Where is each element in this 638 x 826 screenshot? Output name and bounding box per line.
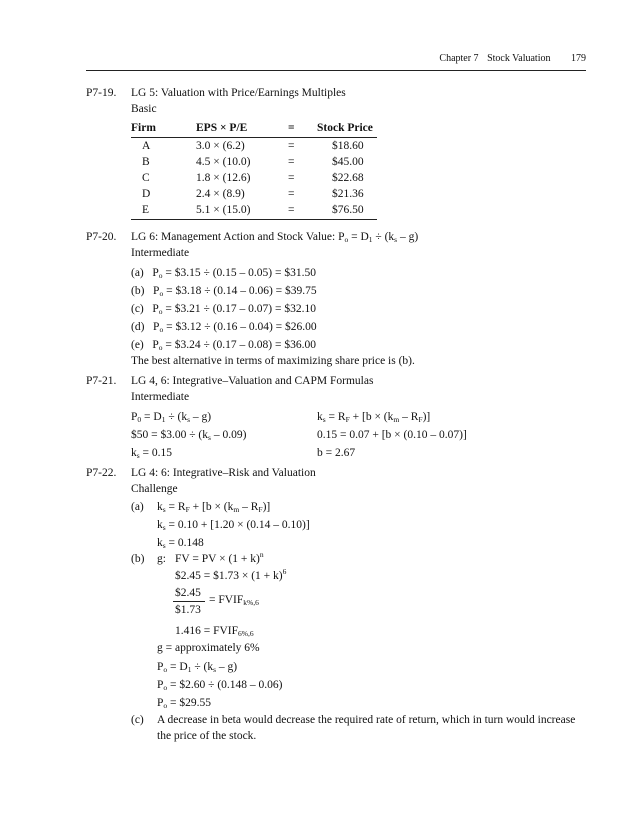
p22-c-label: (c) [131,714,144,726]
list-item: (d) $P_o$ = $3.12 ÷ (0.16 – 0.04) = $26.00 [131,321,317,334]
col-firm: Firm [131,122,156,134]
p21-right-2: 0.15 = 0.07 + [b × (0.10 – 0.07)] [317,429,467,441]
p22-c-text-1: A decrease in beta would decrease the required rate of return, which in turn would increase [157,714,576,726]
p21-right-1: $k_s = R_F + [b \times (k_m - R_F)]$ [317,411,431,424]
firm-cell: C [142,172,150,184]
calc-cell: 1.8 × (12.6) [196,172,251,184]
p22-a-line-3: $k_s = 0.148$ [157,537,204,550]
col-stock-price: Stock Price [317,122,373,134]
firm-cell: E [142,204,150,216]
chapter-title: Stock Valuation [487,53,551,64]
p21-level: Intermediate [131,391,190,403]
price-cell: $76.50 [332,204,364,216]
p22-fvif: $1.416 = FVIF_{6\%,6}$ [175,625,254,638]
calc-cell: 5.1 × (15.0) [196,204,251,216]
fraction-rhs: = $FVIF_{k\%,6}$ [209,594,259,607]
p22-b-label: (b) [131,553,145,565]
p20-number: P7-20. [86,231,117,243]
col-equals: = [288,122,295,134]
p21-left-2: $50 = $3.00 ÷ $(k_s - 0.09)$ [131,429,247,442]
p19-number: P7-19. [86,87,117,99]
p19-level: Basic [131,103,157,115]
p22-c-text-2: the price of the stock. [157,730,257,742]
list-item: (e) $P_o$ = $3.24 ÷ (0.17 – 0.08) = $36.00 [131,339,316,352]
p20-level: Intermediate [131,247,190,259]
eq-cell: = [288,172,295,184]
price-cell: $22.68 [332,172,364,184]
p21-left-3: $k_s = 0.15$ [131,447,173,460]
eq-cell: = [288,188,295,200]
firm-cell: B [142,156,150,168]
chapter-label: Chapter 7 [439,53,479,64]
p22-po-1: $P_o = D_1 \div (k_s - g)$ [157,661,238,674]
col-eps-pe: EPS × P/E [196,122,248,134]
running-header [0,53,586,64]
p22-b-fv2: $2.45 = $1.73 × $(1 + k)^6$ [175,567,287,582]
list-item: (c) $P_o$ = $3.21 ÷ (0.17 – 0.07) = $32.10 [131,303,316,316]
list-item: (a) $P_o$ = $3.15 ÷ (0.15 – 0.05) = $31.50 [131,267,316,280]
fraction-bar [173,601,205,602]
p22-g-approx: g = approximately 6% [157,642,260,654]
calc-cell: 4.5 × (10.0) [196,156,251,168]
p22-po-2: $P_o$ = $2.60 ÷ (0.148 – 0.06) [157,679,283,692]
table-bottom-rule [131,219,377,220]
price-cell: $21.36 [332,188,364,200]
p21-number: P7-21. [86,375,117,387]
p20-title: LG 6: Management Action and Stock Value: $P_o = D_1 \div (k_s - g)$ [131,231,419,244]
eq-cell: = [288,140,295,152]
p21-right-3: b = 2.67 [317,447,356,459]
eq-cell: = [288,156,295,168]
fraction-numerator: $2.45 [175,587,201,599]
p20-conclusion: The best alternative in terms of maximizing share price is (b). [131,355,415,367]
firm-cell: A [142,140,151,152]
header-rule [86,70,586,71]
table-header-rule [131,137,377,138]
page-number: 179 [571,53,586,64]
list-item: (b) $P_o$ = $3.18 ÷ (0.14 – 0.06) = $39.75 [131,285,317,298]
price-cell: $18.60 [332,140,364,152]
fraction-denominator: $1.73 [175,604,201,616]
p22-level: Challenge [131,483,178,495]
p22-number: P7-22. [86,467,117,479]
p21-left-1: $P_0 = D_1 \div (k_s - g)$ [131,411,212,424]
eq-cell: = [288,204,295,216]
price-cell: $45.00 [332,156,364,168]
p19-title: LG 5: Valuation with Price/Earnings Multiples [131,87,346,99]
p22-title: LG 4: 6: Integrative–Risk and Valuation [131,467,316,479]
calc-cell: 3.0 × (6.2) [196,140,245,152]
p22-a-line-2: $k_s = 0.10 + [1.20 \times (0.14 - 0.10)]$ [157,519,310,532]
p22-po-3: $P_o$ = $29.55 [157,697,212,710]
p22-b-g: g: [157,553,166,565]
p22-a-label: (a) [131,501,144,513]
p22-b-fv: FV = PV × $(1 + k)^n$ [175,550,264,565]
firm-cell: D [142,188,151,200]
p21-title: LG 4, 6: Integrative–Valuation and CAPM Formulas [131,375,374,387]
p22-a-line-1: $k_s = R_F + [b \times (k_m - R_F)]$ [157,501,271,514]
calc-cell: 2.4 × (8.9) [196,188,245,200]
